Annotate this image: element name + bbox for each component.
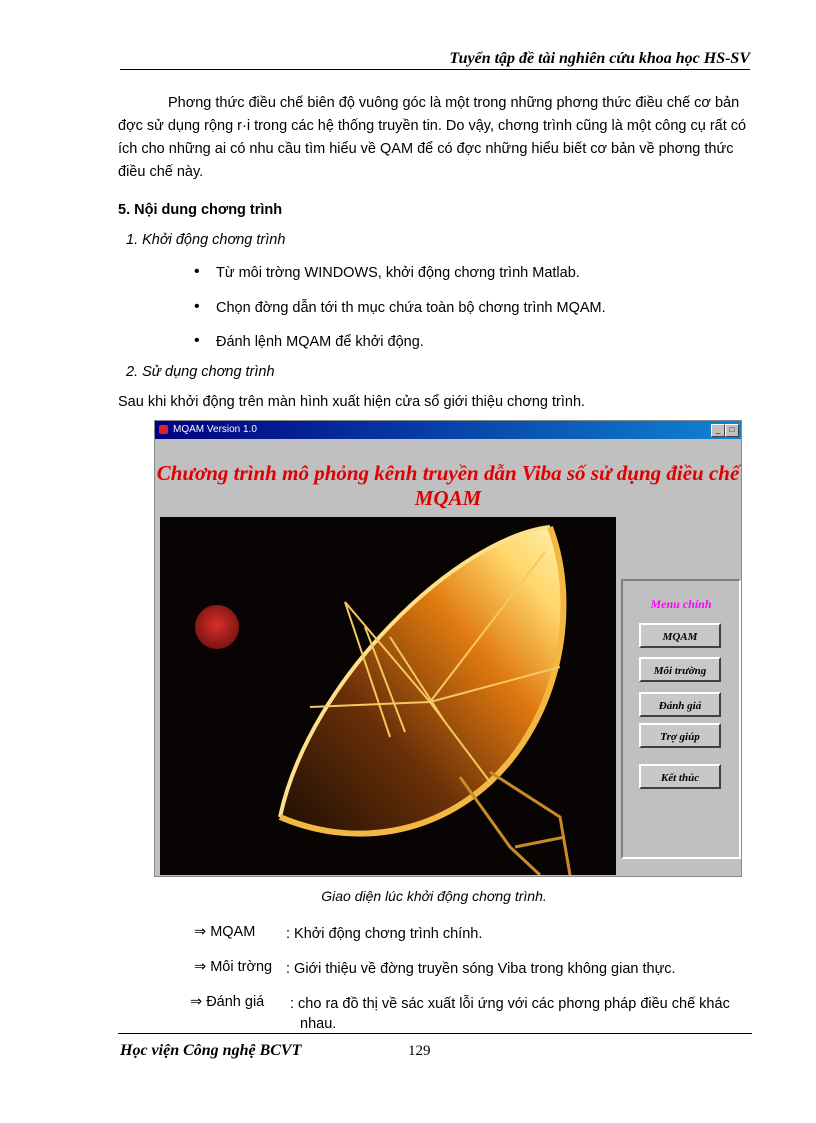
menu-title: Menu chính: [650, 597, 712, 611]
section-heading: 5. Nội dung chơng trình: [118, 202, 283, 218]
definition-row: [194, 959, 272, 975]
definition-term: Môi trờng: [210, 959, 273, 975]
window-title: MQAM Version 1.0: [173, 424, 257, 435]
maximize-icon[interactable]: □: [725, 424, 739, 437]
minimize-icon[interactable]: _: [711, 424, 725, 437]
definition-term: Đánh giá: [206, 994, 265, 1010]
intro-text: Phơng thức điều chế biên độ vuông góc là một trong những phơng thức điều chế cơ bản đợc sử dụng rộng r·i trong các hệ thống truyền tin. Do vậy, chơng trình cũng là một công cụ rất có ích cho những ai có nhu cầu tìm hiểu về QAM để có đợc những hiểu biết cơ bản về phơng thức điều chế này.: [118, 95, 747, 180]
bullet-text: Đánh lệnh MQAM để khởi động.: [216, 334, 424, 350]
bullet-item: [194, 263, 580, 281]
arrow-icon: ⇒: [190, 994, 203, 1010]
definition-row: [190, 994, 264, 1010]
bullet-icon: •: [194, 332, 200, 349]
bullet-item: [194, 298, 606, 316]
bullet-item: [194, 332, 424, 350]
app-screenshot: [154, 420, 742, 877]
environment-button[interactable]: Môi trường: [639, 657, 721, 682]
arrow-icon: ⇒: [194, 924, 207, 940]
figure-caption: Giao diện lúc khởi động chơng trình.: [321, 888, 547, 904]
bullet-text: Chọn đờng dẫn tới th mục chứa toàn bộ chơng trình MQAM.: [216, 300, 606, 316]
app-title: Chương trình mô phỏng kênh truyền dẫn Viba số sử dụng điều chế MQAM: [156, 461, 740, 510]
header-rule: [120, 69, 750, 70]
mqam-button[interactable]: MQAM: [639, 623, 721, 648]
help-button[interactable]: Trợ giúp: [639, 723, 721, 748]
exit-button[interactable]: Kết thúc: [639, 764, 721, 789]
satellite-dish-image: [160, 517, 616, 875]
footer-rule: [118, 1033, 752, 1034]
definition-desc: : Giới thiệu về đờng truyền sóng Viba trong không gian thực.: [286, 961, 676, 977]
header-title: Tuyển tập đề tài nghiên cứu khoa học HS-SV: [449, 50, 750, 67]
dish-illustration: [160, 517, 616, 875]
definition-term: MQAM: [210, 924, 256, 940]
bullet-text: Từ môi trờng WINDOWS, khởi động chơng trình Matlab.: [216, 265, 580, 281]
arrow-icon: ⇒: [194, 959, 207, 975]
definition-desc: : cho ra đồ thị về sác xuất lỗi ứng với các phơng pháp điều chế khác: [290, 996, 730, 1012]
footer-institution: Học viện Công nghệ BCVT: [120, 1042, 302, 1059]
window-titlebar: [155, 421, 741, 439]
page-number: 129: [408, 1043, 431, 1059]
subsection-2-heading: 2. Sử dụng chơng trình: [126, 364, 275, 380]
main-menu-panel: [621, 579, 741, 859]
moon-shape: [195, 605, 239, 649]
matlab-logo-icon: [159, 425, 168, 434]
definition-row: [194, 924, 255, 940]
bullet-icon: •: [194, 298, 200, 315]
subsection-1-heading: 1. Khởi động chơng trình: [126, 232, 286, 248]
bullet-icon: •: [194, 263, 200, 280]
subsection-2-lead: Sau khi khởi động trên màn hình xuất hiện cửa sổ giới thiệu chơng trình.: [118, 394, 586, 410]
evaluate-button[interactable]: Đánh giá: [639, 692, 721, 717]
definition-desc: : Khởi động chơng trình chính.: [286, 926, 483, 942]
intro-paragraph: [118, 92, 750, 184]
definition-desc-continued: nhau.: [300, 1016, 337, 1032]
